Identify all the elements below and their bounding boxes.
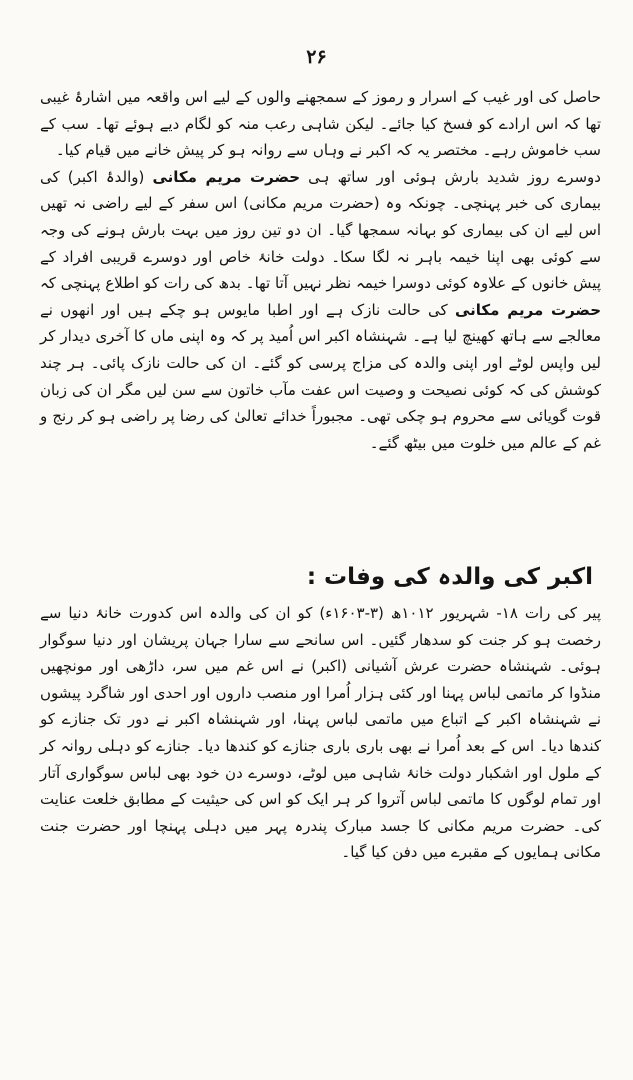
paragraph-2-text-c: کی حالت نازک ہے اور اطبا مایوس ہو چکے ہیں اور انھوں نے معالجے سے ہاتھ کھینچ لیا ہے۔ شہنشاہ اکبر اس اُمید پر کہ وہ اپنی ماں کا آخری دیدار کر لیں واپس لوٹے اور اپنی والدہ کی مزاج پرسی کو گئے۔ ان کی حالت نازک پائی۔ ہر چند کوشش کی کہ کوئی نصیحت و وصیت اس عفت مآب خاتون سے سن لیں مگر ان کی زبان قوت گویائی سے محروم ہو چکی تھی۔ مجبوراً خدائے تعالیٰ کی رضا پر راضی ہو کر رنج و غم کے عالم میں خلوت میں بیٹھ گئے۔ [40, 300, 601, 452]
paragraph-1: حاصل کی اور غیب کے اسرار و رموز کے سمجھنے والوں کے لیے اس واقعہ میں اشارۂ غیبی تھا کہ اس ارادے کو فسخ کیا جائے۔ لیکن شاہی رعب منہ کو لگام دیے ہوئے تھا۔ سب کے سب خاموش رہے۔ مختصر یہ کہ اکبر نے وہاں سے روانہ ہو کر پیش خانے میں قیام کیا۔ [40, 88, 601, 160]
text-block-bottom [40, 600, 601, 866]
paragraph-3: پیر کی رات ۱۸- شہریور ۱۰۱۲ھ (۳-۱۶۰۳ء) کو ان کی والدہ اس کدورت خانۂ دنیا سے رخصت ہو کر جنت کو سدھار گئیں۔ اس سانحے سے سارا جہان پریشان اور دنیا سوگوار ہوئی۔ شہنشاہ حضرت عرش آشیانی (اکبر) نے اس غم میں سر، داڑھی اور مونچھیں منڈوا کر ماتمی لباس پہنا اور کئی ہزار اُمرا اور منصب داروں اور احدی اور شاگرد پیشوں نے شہنشاہ اکبر کے اتباع میں ماتمی لباس پہنا، اور شہنشاہ اکبر نے دور تک جنازے کو کندھا دیا۔ اس کے بعد اُمرا نے بھی باری باری جنازے کو کندھا دیا۔ جنازے کو دہلی روانہ کر کے ملول اور اشکبار دولت خانۂ شاہی میں لوٹے، دوسرے دن خود بھی لباس سوگواری آتار اور تمام لوگوں کا ماتمی لباس آتروا کر ہر ایک کو اس کی حیثیت کے مطابق خلعت عنایت کی۔ حضرت مریم مکانی کا جسد مبارک پندرہ پہر میں دہلی پہنچا اور حضرت جنت مکانی ہمایوں کے مقبرے میں دفن کیا گیا۔ [40, 604, 602, 862]
paragraph-2-text-a: دوسرے روز شدید بارش ہوئی اور ساتھ ہی [300, 167, 601, 186]
text-block-top [40, 84, 601, 456]
highlight-name-1: حضرت مریم مکانی [152, 167, 301, 186]
section-heading: اکبر کی والدہ کی وفات : [306, 564, 593, 590]
paragraph-2 [40, 164, 601, 457]
paragraph-2-text-b: (والدۂ اکبر) کی بیماری کی خبر پہنچی۔ چونکہ وہ (حضرت مریم مکانی) اس سفر کے لیے راضی نہ تھیں اس لیے ان کی بیماری کو بہانہ سمجھا گیا۔ ان دو تین روز میں بہت بارش ہونے کی وجہ سے کوئی بھی اپنا خیمہ باہر نہ لگا سکا۔ دولت خانۂ خاص اور دوسرے قریبی افراد کے پیش خانوں کے علاوہ کوئی دوسرا خیمہ نظر نہیں آتا تھا۔ بدھ کی رات کو اطلاع پہنچی کہ [40, 167, 601, 293]
highlight-name-2: حضرت مریم مکانی [454, 300, 602, 319]
page-number: ۲۶ [306, 46, 327, 68]
